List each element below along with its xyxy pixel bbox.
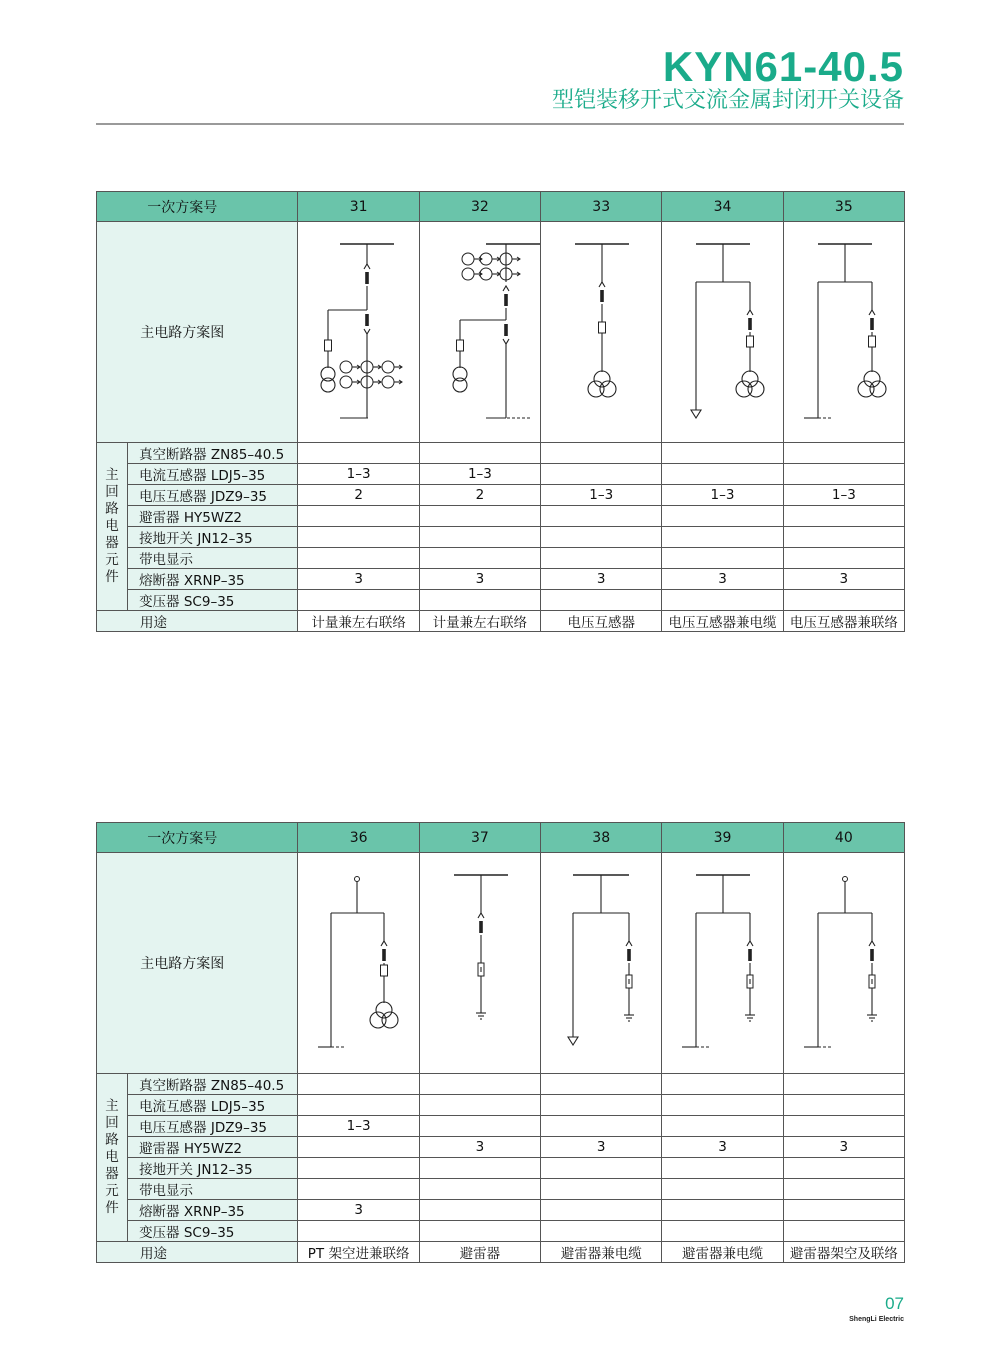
component-quantity [662,1221,783,1242]
scheme-table-1 [96,191,905,632]
scheme-number-row [97,192,905,222]
component-quantity [783,464,904,485]
component-quantity: 3 [783,569,904,590]
component-quantity: 2 [298,485,419,506]
component-row [97,569,905,590]
component-row [97,1074,905,1095]
component-row [97,1200,905,1221]
component-quantity: 1–3 [298,464,419,485]
component-quantity [662,443,783,464]
component-quantity [783,443,904,464]
component-name: 真空断路器 ZN85–40.5 [128,1074,298,1095]
usage-value: 避雷器 [419,1242,540,1263]
component-quantity [662,464,783,485]
component-quantity [783,1158,904,1179]
usage-value: 电压互感器兼电缆 [662,611,783,632]
component-row [97,464,905,485]
component-quantity [541,548,662,569]
component-quantity [541,1095,662,1116]
component-row [97,1179,905,1200]
circuit-diagram-cell [419,853,540,1074]
brand-name: ShengLi Electric [849,1316,904,1323]
component-quantity: 1–3 [783,485,904,506]
circuit-diagram [541,853,662,1073]
circuit-diagram-cell [662,222,783,443]
component-quantity: 3 [298,1200,419,1221]
usage-value: 电压互感器兼联络 [783,611,904,632]
component-name: 电流互感器 LDJ5–35 [128,1095,298,1116]
component-name: 熔断器 XRNP–35 [128,569,298,590]
component-name: 带电显示 [128,548,298,569]
component-quantity [298,1074,419,1095]
component-quantity [783,1179,904,1200]
component-row [97,485,905,506]
scheme-number-row [97,823,905,853]
component-quantity [783,527,904,548]
circuit-diagram-cell [419,222,540,443]
component-quantity [419,1095,540,1116]
component-quantity [298,1095,419,1116]
usage-value: 避雷器兼电缆 [541,1242,662,1263]
circuit-diagram-cell [298,222,419,443]
component-name: 接地开关 JN12–35 [128,527,298,548]
component-quantity [783,506,904,527]
component-quantity [298,506,419,527]
circuit-diagram-cell [541,222,662,443]
component-quantity: 1–3 [662,485,783,506]
component-quantity [298,1179,419,1200]
component-group-label: 主回路电器元件 [105,1098,119,1216]
component-name: 变压器 SC9–35 [128,590,298,611]
component-quantity [419,443,540,464]
component-quantity [541,1074,662,1095]
component-quantity [419,506,540,527]
component-quantity [419,1200,540,1221]
component-row [97,527,905,548]
circuit-diagram [541,222,662,442]
component-quantity [419,548,540,569]
component-quantity: 3 [662,1137,783,1158]
circuit-diagram [420,222,541,442]
diagram-row [97,222,905,443]
component-quantity [298,1158,419,1179]
component-quantity [662,1179,783,1200]
component-quantity [298,527,419,548]
component-row [97,1116,905,1137]
diagram-label: 主电路方案图 [97,853,298,1074]
component-quantity [419,590,540,611]
component-quantity [541,1116,662,1137]
component-quantity [662,1116,783,1137]
component-quantity: 3 [662,569,783,590]
component-quantity [541,464,662,485]
component-row [97,1137,905,1158]
component-quantity [662,527,783,548]
circuit-diagram [298,853,419,1073]
usage-value: 电压互感器 [541,611,662,632]
component-quantity [541,443,662,464]
component-quantity [783,590,904,611]
component-quantity [298,590,419,611]
component-quantity [298,548,419,569]
scheme-number: 38 [541,823,662,853]
scheme-number: 32 [419,192,540,222]
component-row [97,1158,905,1179]
usage-value: 避雷器兼电缆 [662,1242,783,1263]
component-quantity [419,1221,540,1242]
component-quantity [541,1221,662,1242]
component-quantity: 3 [541,1137,662,1158]
component-quantity [419,1074,540,1095]
component-quantity [783,1095,904,1116]
circuit-diagram [662,222,783,442]
component-row [97,590,905,611]
circuit-diagram-cell [783,222,904,443]
component-quantity [419,1179,540,1200]
usage-label: 用途 [97,611,298,632]
circuit-diagram-cell [783,853,904,1074]
usage-row [97,1242,905,1263]
component-name: 熔断器 XRNP–35 [128,1200,298,1221]
usage-value: PT 架空进兼联络 [298,1242,419,1263]
component-quantity: 1–3 [541,485,662,506]
circuit-diagram [420,853,541,1073]
component-quantity [662,506,783,527]
product-subtitle: 型铠装移开式交流金属封闭开关设备 [551,88,904,113]
component-name: 变压器 SC9–35 [128,1221,298,1242]
component-quantity [541,1179,662,1200]
component-quantity [541,590,662,611]
component-group-label: 主回路电器元件 [105,467,119,585]
page-number: 07 [885,1294,904,1313]
component-quantity [298,1221,419,1242]
component-quantity [783,1116,904,1137]
component-quantity [419,527,540,548]
product-model-title: KYN61-40.5 [662,43,904,90]
component-quantity [298,443,419,464]
usage-row [97,611,905,632]
circuit-diagram-cell [298,853,419,1074]
scheme-number-label: 一次方案号 [97,192,298,222]
component-name: 真空断路器 ZN85–40.5 [128,443,298,464]
component-row [97,506,905,527]
component-name: 电流互感器 LDJ5–35 [128,464,298,485]
component-quantity: 3 [419,569,540,590]
component-row [97,548,905,569]
component-group-label-cell [97,443,128,611]
component-name: 避雷器 HY5WZ2 [128,1137,298,1158]
usage-value: 计量兼左右联络 [419,611,540,632]
component-name: 避雷器 HY5WZ2 [128,506,298,527]
scheme-number: 39 [662,823,783,853]
component-name: 接地开关 JN12–35 [128,1158,298,1179]
circuit-diagram-cell [541,853,662,1074]
component-quantity [419,1158,540,1179]
component-quantity: 3 [419,1137,540,1158]
circuit-diagram [298,222,419,442]
component-quantity [419,1116,540,1137]
header-divider [96,123,904,125]
diagram-label: 主电路方案图 [97,222,298,443]
component-quantity: 1–3 [298,1116,419,1137]
component-name: 带电显示 [128,1179,298,1200]
component-quantity [298,1137,419,1158]
component-quantity [662,548,783,569]
component-quantity [541,1158,662,1179]
component-quantity: 1–3 [419,464,540,485]
component-quantity [662,1095,783,1116]
scheme-number: 35 [783,192,904,222]
component-quantity [783,1221,904,1242]
component-row [97,1221,905,1242]
component-quantity: 3 [783,1137,904,1158]
component-quantity [783,548,904,569]
scheme-number: 37 [419,823,540,853]
component-row [97,443,905,464]
component-quantity: 2 [419,485,540,506]
scheme-number: 34 [662,192,783,222]
circuit-diagram [784,222,905,442]
scheme-number-label: 一次方案号 [97,823,298,853]
usage-value: 计量兼左右联络 [298,611,419,632]
component-quantity [541,1200,662,1221]
component-quantity [662,1158,783,1179]
scheme-number: 31 [298,192,419,222]
diagram-row [97,853,905,1074]
component-row [97,1095,905,1116]
circuit-diagram [662,853,783,1073]
component-quantity [541,527,662,548]
component-quantity: 3 [541,569,662,590]
component-quantity [783,1074,904,1095]
component-quantity [662,590,783,611]
usage-label: 用途 [97,1242,298,1263]
usage-value: 避雷器架空及联络 [783,1242,904,1263]
scheme-table-2 [96,822,905,1263]
circuit-diagram [784,853,905,1073]
component-name: 电压互感器 JDZ9–35 [128,1116,298,1137]
component-quantity [662,1200,783,1221]
scheme-number: 40 [783,823,904,853]
component-quantity [541,506,662,527]
scheme-number: 36 [298,823,419,853]
component-name: 电压互感器 JDZ9–35 [128,485,298,506]
component-quantity [662,1074,783,1095]
circuit-diagram-cell [662,853,783,1074]
component-quantity: 3 [298,569,419,590]
scheme-number: 33 [541,192,662,222]
component-group-label-cell [97,1074,128,1242]
component-quantity [783,1200,904,1221]
